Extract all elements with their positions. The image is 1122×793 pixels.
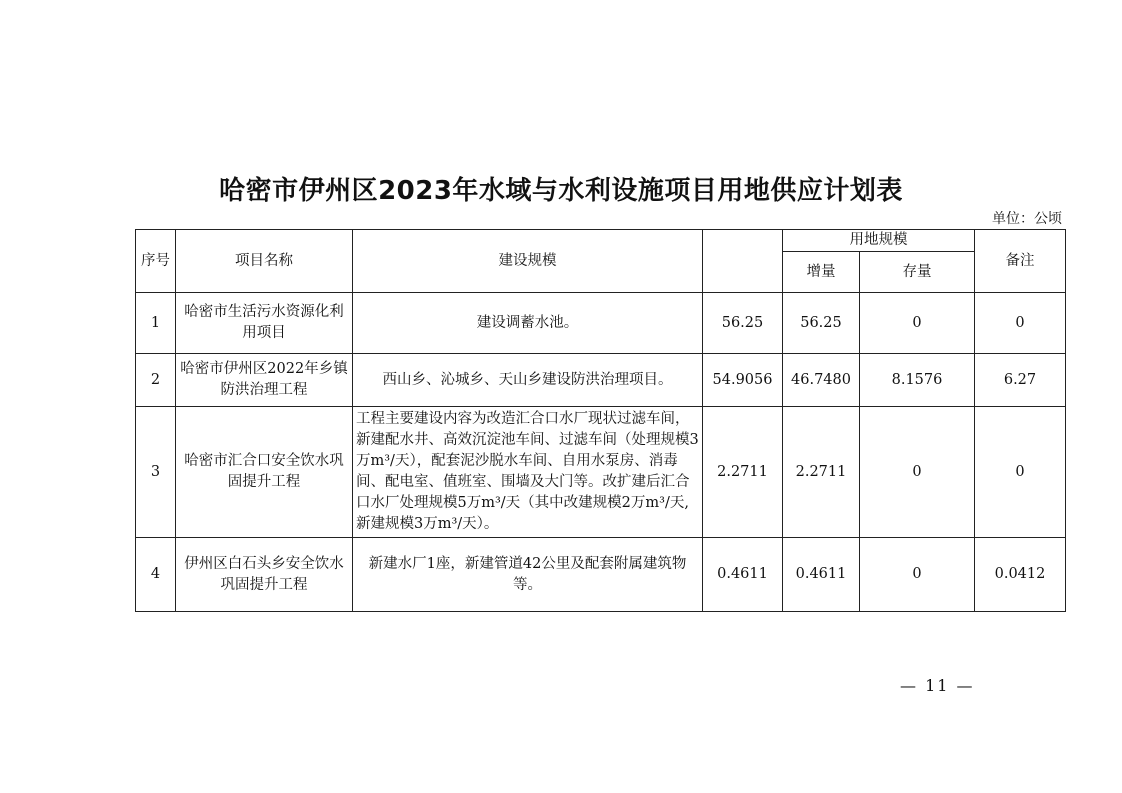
header-land-total xyxy=(703,230,783,293)
header-seq: 序号 xyxy=(136,230,176,293)
cell-stock: 0 xyxy=(860,293,975,354)
cell-seq: 4 xyxy=(136,538,176,612)
table-row xyxy=(136,293,1066,354)
table-row xyxy=(136,407,1066,538)
table-row xyxy=(136,538,1066,612)
cell-seq: 2 xyxy=(136,354,176,407)
header-stock: 存量 xyxy=(860,252,975,293)
cell-stock: 8.1576 xyxy=(860,354,975,407)
cell-land-total: 56.25 xyxy=(703,293,783,354)
cell-land-total: 0.4611 xyxy=(703,538,783,612)
table-row xyxy=(136,354,1066,407)
cell-project-name: 哈密市伊州区2022年乡镇防洪治理工程 xyxy=(176,354,353,407)
header-project-name: 项目名称 xyxy=(176,230,353,293)
cell-project-name: 伊州区白石头乡安全饮水巩固提升工程 xyxy=(176,538,353,612)
header-increment: 增量 xyxy=(783,252,860,293)
cell-project-name: 哈密市汇合口安全饮水巩固提升工程 xyxy=(176,407,353,538)
cell-increment: 0.4611 xyxy=(783,538,860,612)
land-supply-table xyxy=(135,229,1066,612)
cell-project-name: 哈密市生活污水资源化利用项目 xyxy=(176,293,353,354)
cell-increment: 46.7480 xyxy=(783,354,860,407)
cell-construction-scale: 新建水厂1座，新建管道42公里及配套附属建筑物等。 xyxy=(353,538,703,612)
cell-increment: 56.25 xyxy=(783,293,860,354)
cell-remark: 0.0412 xyxy=(975,538,1066,612)
cell-construction-scale: 建设调蓄水池。 xyxy=(353,293,703,354)
header-construction-scale: 建设规模 xyxy=(353,230,703,293)
cell-construction-scale: 西山乡、沁城乡、天山乡建设防洪治理项目。 xyxy=(353,354,703,407)
cell-land-total: 2.2711 xyxy=(703,407,783,538)
cell-stock: 0 xyxy=(860,538,975,612)
unit-label: 单位：公顷 xyxy=(992,211,1062,227)
cell-seq: 3 xyxy=(136,407,176,538)
page-title: 哈密市伊州区2023年水域与水利设施项目用地供应计划表 xyxy=(219,176,903,206)
page-number: — 11 — xyxy=(900,676,975,695)
header-row xyxy=(136,230,1066,252)
header-land-use: 用地规模 xyxy=(783,230,975,252)
header-remark: 备注 xyxy=(975,230,1066,293)
cell-stock: 0 xyxy=(860,407,975,538)
cell-construction-scale: 工程主要建设内容为改造汇合口水厂现状过滤车间，新建配水井、高效沉淀池车间、过滤车间（处理规模3万m³/天），配套泥沙脱水车间、自用水泵房、消毒间、配电室、值班室、围墙及大门等。改扩建后汇合口水厂处理规模5万m³/天（其中改建规模2万m³/天,新建规模3万m³/天）。 xyxy=(353,407,703,538)
cell-seq: 1 xyxy=(136,293,176,354)
cell-remark: 0 xyxy=(975,407,1066,538)
cell-increment: 2.2711 xyxy=(783,407,860,538)
cell-land-total: 54.9056 xyxy=(703,354,783,407)
cell-remark: 6.27 xyxy=(975,354,1066,407)
cell-remark: 0 xyxy=(975,293,1066,354)
